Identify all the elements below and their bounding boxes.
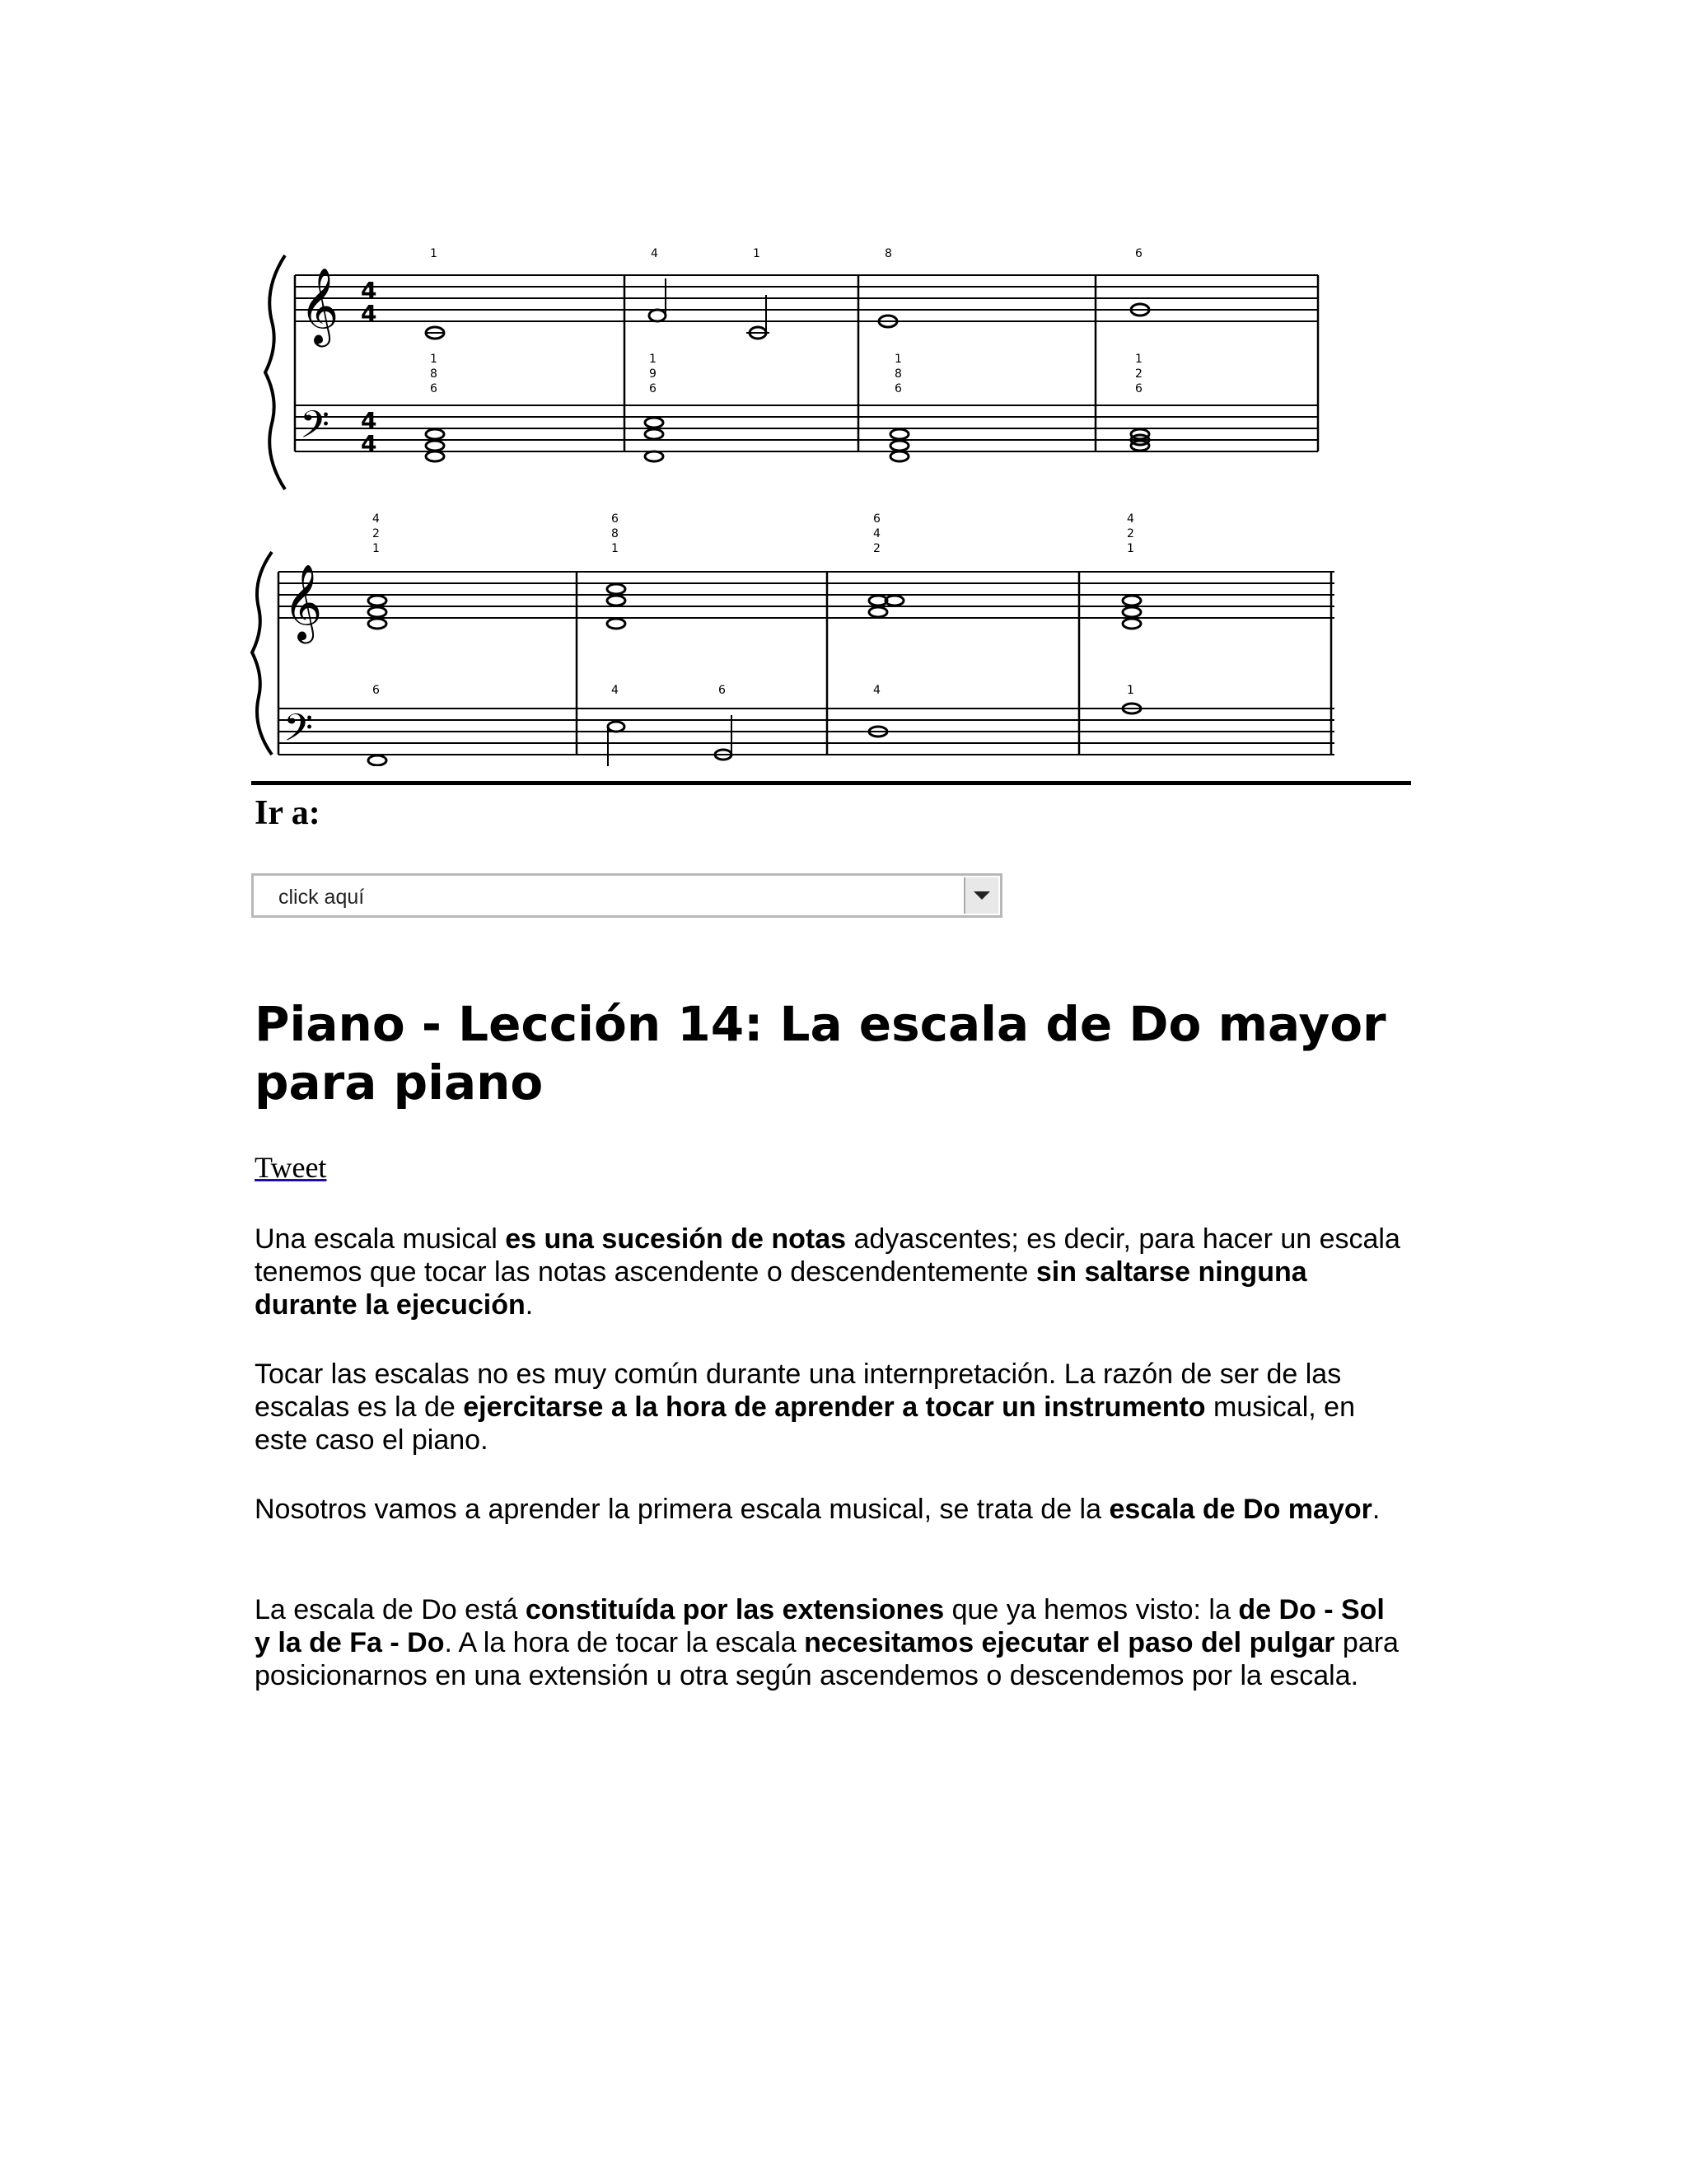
text-segment: . A la hora de tocar la escala [444, 1627, 805, 1658]
fingering-number: 6 [611, 512, 619, 526]
fingering-number: 6 [718, 684, 726, 697]
fingering-number: 4 [611, 684, 619, 697]
system-1-treble-staff [295, 275, 1318, 321]
paragraph [255, 1493, 1408, 1526]
fingering-number: 2 [1127, 527, 1134, 540]
fingering-number: 1 [753, 247, 760, 260]
fingering-number: 4 [873, 527, 881, 540]
score-system-1 [265, 255, 1318, 489]
fingering-number: 6 [430, 382, 437, 395]
paragraph [255, 1593, 1408, 1692]
system-2-fingering [372, 512, 1134, 697]
fingering-number: 8 [430, 367, 437, 381]
fingering-number: 4 [1127, 512, 1134, 526]
text-segment: . [1372, 1494, 1381, 1525]
chevron-down-icon[interactable] [964, 877, 998, 914]
fingering-number: 1 [611, 542, 619, 555]
fingering-number: 2 [1135, 367, 1143, 381]
system-1-brace [265, 255, 285, 489]
system-1-bass-staff [295, 405, 1318, 451]
fingering-number: 9 [649, 367, 657, 381]
text-segment: que ya hemos visto: la [944, 1594, 1239, 1625]
fingering-number: 4 [651, 247, 658, 260]
fingering-number: 1 [649, 353, 657, 366]
system-1-barlines [295, 275, 1318, 451]
text-segment: Nosotros vamos a aprender la primera escala musical, se trata de la [255, 1494, 1110, 1525]
bold-text: sin saltarse ninguna durante la ejecución [255, 1256, 1307, 1321]
system-2-notes [368, 584, 1141, 766]
fingering-number: 6 [649, 382, 657, 395]
fingering-number: 6 [1135, 247, 1143, 260]
system-2-brace [252, 552, 272, 755]
text-segment: Una escala musical [255, 1223, 506, 1255]
fingering-number: 4 [873, 684, 881, 697]
bass-clef-icon: 𝄢 [283, 706, 314, 760]
time-signature-bottom: 4 [361, 300, 377, 327]
page-title: Piano - Lección 14: La escala de Do mayor para piano [255, 996, 1386, 1111]
paragraph [255, 1358, 1408, 1457]
bold-text: es una sucesión de notas [505, 1223, 847, 1255]
tweet-link[interactable]: Tweet [255, 1151, 327, 1184]
treble-clef-icon: 𝄞 [300, 267, 339, 344]
treble-clef-icon: 𝄞 [283, 564, 323, 640]
paragraph [255, 1223, 1408, 1321]
fingering-number: 8 [885, 247, 892, 260]
text-segment: musical, en este caso el piano. [255, 1391, 1355, 1456]
time-signature-top: 4 [361, 407, 377, 434]
system-1-notes [426, 278, 1149, 461]
bass-clef-icon: 𝄢 [300, 403, 330, 456]
system-2-barlines [278, 572, 1331, 755]
fingering-number: 4 [372, 512, 380, 526]
system-2-treble-staff [278, 572, 1334, 618]
text-segment: para posicionarnos en una extensión u otra según ascendemos o descendemos por la escala. [255, 1627, 1399, 1691]
sheet-music-score [247, 239, 1334, 766]
text-segment: La escala de Do está [255, 1594, 526, 1625]
fingering-number: 1 [895, 353, 902, 366]
fingering-number: 6 [895, 382, 902, 395]
bold-text: ejercitarse a la hora de aprender a tocar un instrumento [463, 1391, 1206, 1423]
fingering-number: 1 [430, 247, 437, 260]
fingering-number: 6 [873, 512, 881, 526]
text-segment: Tocar las escalas no es muy común durante una internpretación. La razón de ser de las escalas es la de [255, 1359, 1342, 1423]
fingering-number: 6 [372, 684, 380, 697]
fingering-number: 2 [873, 542, 881, 555]
system-2-bass-staff [278, 709, 1334, 755]
horizontal-divider [251, 781, 1411, 785]
page-navigation-select[interactable] [251, 873, 1002, 918]
fingering-number: 1 [1127, 684, 1134, 697]
time-signature-bottom: 4 [361, 430, 377, 457]
bold-text: necesitamos ejecutar el paso del pulgar [804, 1627, 1335, 1658]
fingering-number: 1 [430, 353, 437, 366]
bold-text: escala de Do mayor [1109, 1494, 1372, 1525]
bold-text: constituída por las extensiones [525, 1594, 945, 1625]
fingering-number: 6 [1135, 382, 1143, 395]
fingering-number: 8 [611, 527, 619, 540]
fingering-number: 1 [1135, 353, 1143, 366]
fingering-number: 1 [372, 542, 380, 555]
bold-text: de Do - Sol y la de Fa - Do [255, 1594, 1385, 1658]
text-segment: adyascentes; es decir, para hacer un escala tenemos que tocar las notas ascendente o descendentemente [255, 1223, 1400, 1288]
fingering-number: 2 [372, 527, 380, 540]
score-system-2 [252, 552, 1334, 755]
time-signature-top: 4 [361, 277, 377, 304]
fingering-number: 8 [895, 367, 902, 381]
fingering-number: 1 [1127, 542, 1134, 555]
text-segment: . [525, 1289, 534, 1321]
select-current-value: click aquí [278, 886, 365, 909]
goto-label: Ir a: [255, 794, 320, 832]
